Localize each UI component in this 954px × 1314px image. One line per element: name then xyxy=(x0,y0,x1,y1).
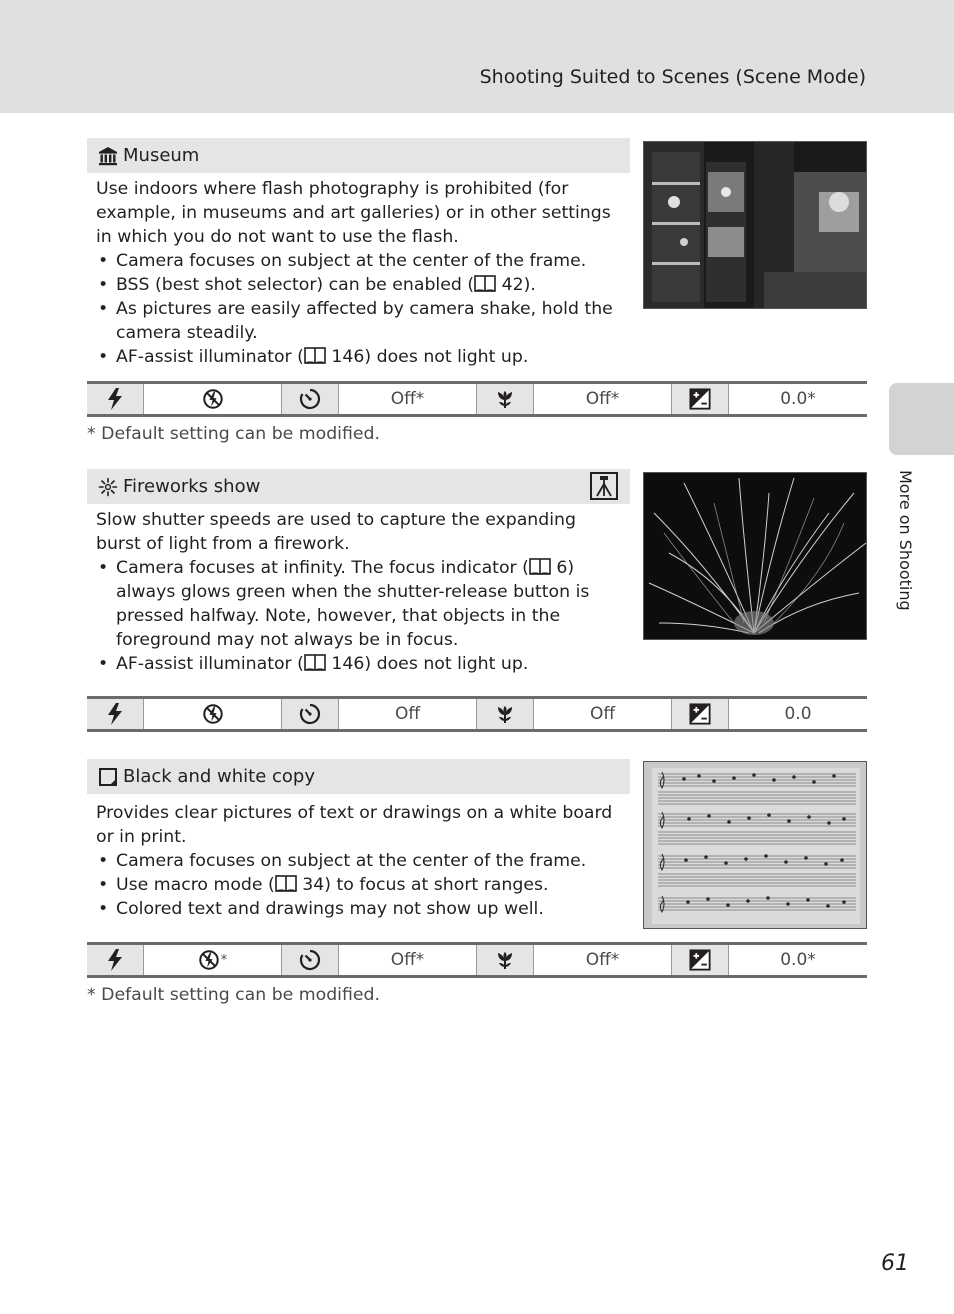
flash-mode-icon-cell xyxy=(87,945,144,975)
flash-value-cell: * xyxy=(144,945,282,975)
section-heading-bw-copy xyxy=(87,759,630,794)
macro-icon xyxy=(493,948,517,972)
flash-off-icon xyxy=(202,703,224,725)
fireworks-icon xyxy=(97,476,119,498)
flash-off-icon xyxy=(202,388,224,410)
copy-icon xyxy=(97,766,119,788)
exposure-value: 0.0 xyxy=(784,704,812,724)
list-item: • Camera focuses on subject at the center of the frame. xyxy=(96,849,624,873)
book-ref-icon xyxy=(275,875,297,893)
self-timer-value: Off xyxy=(339,699,477,729)
settings-table-bw-copy xyxy=(87,942,867,978)
self-timer-icon-cell xyxy=(282,699,339,729)
flash-off-icon xyxy=(198,949,220,971)
self-timer-icon-cell xyxy=(282,945,339,975)
header-band xyxy=(0,0,954,113)
footnote: * Default setting can be modified. xyxy=(87,424,380,444)
flash-mode-icon-cell xyxy=(87,699,144,729)
flash-mode-icon-cell xyxy=(87,384,144,414)
section-body xyxy=(96,508,624,676)
macro-value: Off xyxy=(534,699,672,729)
exposure-icon-cell xyxy=(672,945,729,975)
exposure-value: 0.0* xyxy=(780,389,816,409)
section-intro: Slow shutter speeds are used to capture the expanding burst of light from a firework. xyxy=(96,510,576,554)
page-header-title: Shooting Suited to Scenes (Scene Mode) xyxy=(479,66,866,88)
exposure-compensation-icon xyxy=(689,949,711,971)
exposure-value: 0.0* xyxy=(780,950,816,970)
list-item: • Camera focuses on subject at the center of the frame. xyxy=(96,249,624,273)
exposure-compensation-icon xyxy=(689,703,711,725)
settings-table-museum xyxy=(87,381,867,417)
list-item: • Colored text and drawings may not show up well. xyxy=(96,897,624,921)
flash-icon xyxy=(105,948,125,972)
self-timer-value: Off* xyxy=(339,384,477,414)
self-timer-icon xyxy=(298,948,322,972)
macro-icon-cell xyxy=(477,384,534,414)
macro-icon xyxy=(493,387,517,411)
side-tab-label-wrap xyxy=(896,470,920,620)
section-title: Black and white copy xyxy=(123,766,315,787)
side-tab-label: More on Shooting xyxy=(896,470,915,611)
book-ref-icon xyxy=(304,654,326,672)
section-body xyxy=(96,177,624,369)
section-title: Fireworks show xyxy=(123,476,261,497)
list-item: • Camera focuses at infinity. The focus indicator ( 6) always glows green when the shutter-release button is pressed halfway. Note, however, that objects in the foreground may not always be in focus. xyxy=(96,556,624,652)
museum-photo xyxy=(643,141,867,309)
tripod-icon xyxy=(590,472,618,500)
flash-icon xyxy=(105,702,125,726)
exposure-icon-cell xyxy=(672,384,729,414)
list-item: • Use macro mode ( 34) to focus at short ranges. xyxy=(96,873,624,897)
section-intro: Use indoors where flash photography is prohibited (for example, in museums and art galleries) or in other settings in which you do not want to use the flash. xyxy=(96,179,611,247)
settings-table-fireworks xyxy=(87,696,867,732)
macro-value: Off* xyxy=(534,384,672,414)
book-ref-icon xyxy=(304,347,326,365)
list-item: • AF-assist illuminator ( 146) does not light up. xyxy=(96,652,624,676)
sheet-music-photo xyxy=(643,761,867,929)
self-timer-value: Off* xyxy=(339,945,477,975)
macro-value: Off* xyxy=(534,945,672,975)
page-number: 61 xyxy=(881,1251,909,1276)
self-timer-icon-cell xyxy=(282,384,339,414)
section-heading-fireworks xyxy=(87,469,630,504)
list-item: • As pictures are easily affected by camera shake, hold the camera steadily. xyxy=(96,297,624,345)
list-item: • BSS (best shot selector) can be enabled ( 42). xyxy=(96,273,624,297)
fireworks-photo xyxy=(643,472,867,640)
macro-icon-cell xyxy=(477,945,534,975)
self-timer-icon xyxy=(298,387,322,411)
section-title: Museum xyxy=(123,145,200,166)
exposure-compensation-icon xyxy=(689,388,711,410)
section-body xyxy=(96,801,624,921)
macro-icon-cell xyxy=(477,699,534,729)
flash-icon xyxy=(105,387,125,411)
book-ref-icon xyxy=(474,275,496,293)
side-tab xyxy=(889,383,954,455)
book-ref-icon xyxy=(529,558,551,576)
museum-icon xyxy=(97,145,119,167)
flash-value-cell xyxy=(144,699,282,729)
footnote: * Default setting can be modified. xyxy=(87,985,380,1005)
section-heading-museum xyxy=(87,138,630,173)
list-item: • AF-assist illuminator ( 146) does not light up. xyxy=(96,345,624,369)
section-intro: Provides clear pictures of text or drawings on a white board or in print. xyxy=(96,803,613,847)
macro-icon xyxy=(493,702,517,726)
self-timer-icon xyxy=(298,702,322,726)
flash-value-cell xyxy=(144,384,282,414)
exposure-icon-cell xyxy=(672,699,729,729)
